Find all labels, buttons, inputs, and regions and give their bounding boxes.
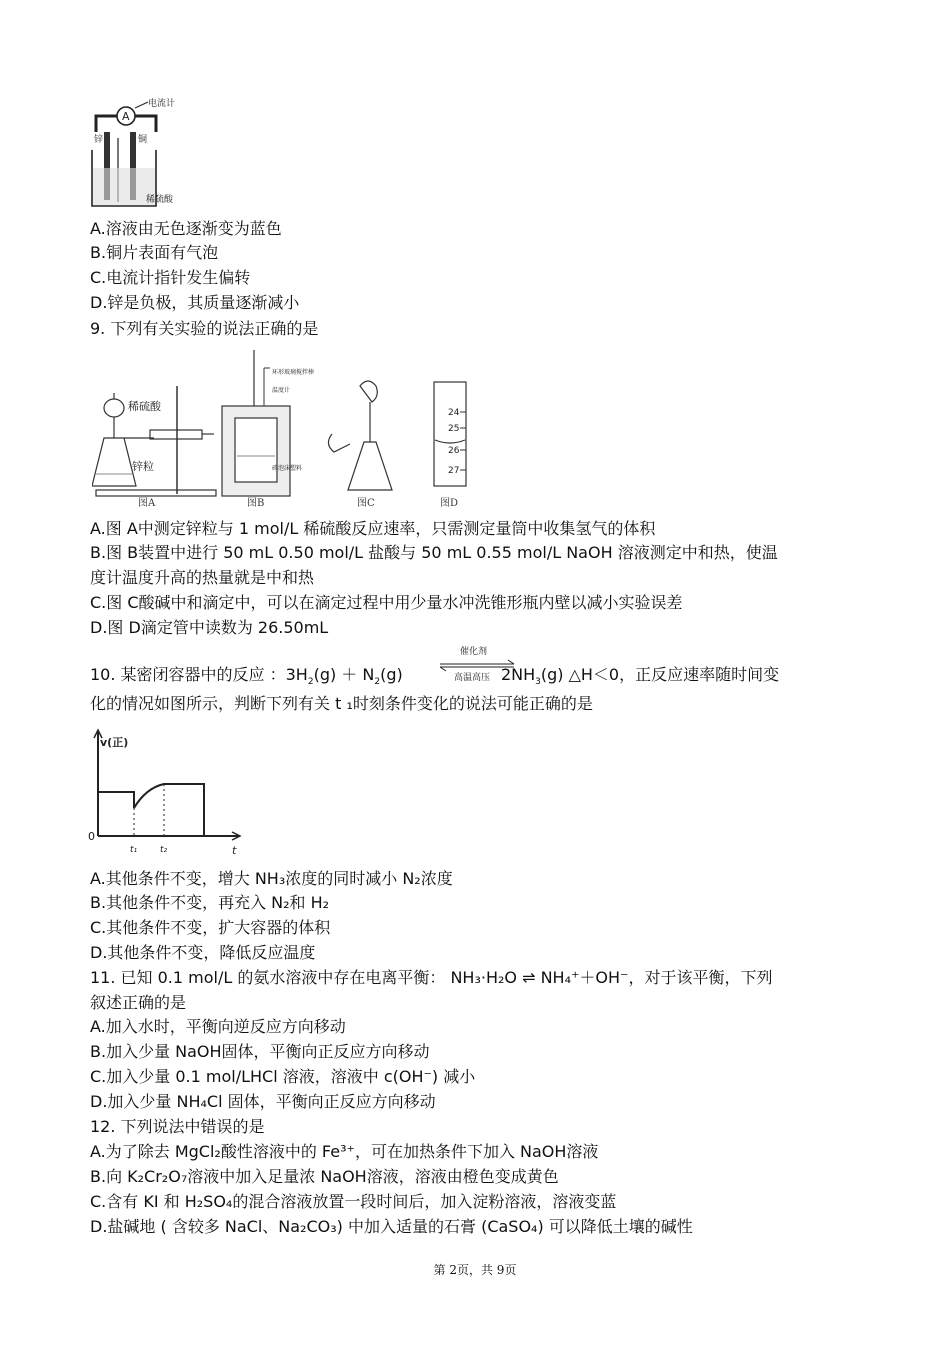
- q10-option-b: B.其他条件不变，再充入 N₂和 H₂: [90, 893, 330, 912]
- q12-stem: 12. 下列说法中错误的是: [90, 1117, 265, 1136]
- q11-stem-line1: 11. 已知 0.1 mol/L 的氨水溶液中存在电离平衡： NH₃·H₂O ⇌ NH₄⁺＋OH⁻，对于该平衡，下列: [90, 968, 773, 987]
- q9-option-b-line2: 度计温度升高的热量就是中和热: [90, 568, 315, 587]
- fig-d-tick-25: 25: [448, 424, 460, 434]
- q11-option-b: B.加入少量 NaOH固体，平衡向正反应方向移动: [90, 1042, 430, 1061]
- copper-label: 铜: [138, 135, 148, 145]
- q9-option-a: A.图 A中测定锌粒与 1 mol/L 稀硫酸反应速率，只需测定量筒中收集氢气的体积: [90, 519, 656, 538]
- figure-c: [328, 381, 392, 509]
- condition-label: 高温高压: [454, 673, 491, 683]
- fig-b-stirrer-label: 环形玻璃搅拌棒: [272, 369, 315, 376]
- fig-b-caption: 图B: [247, 498, 265, 509]
- q11-option-a: A.加入水时，平衡向逆反应方向移动: [90, 1017, 346, 1036]
- ammeter-label: 电流计: [148, 99, 176, 109]
- zinc-label: 锌: [94, 135, 104, 145]
- rate-curve-before: [98, 792, 134, 808]
- fig-a-caption: 图A: [138, 498, 156, 509]
- rate-curve-after: [134, 784, 204, 836]
- q12-option-a: A.为了除去 MgCl₂酸性溶液中的 Fe³⁺，可在加热条件下加入 NaOH溶液: [90, 1142, 599, 1161]
- fig-d-caption: 图D: [440, 498, 459, 509]
- q10-option-d: D.其他条件不变，降低反应温度: [90, 943, 316, 962]
- q12-option-b: B.向 K₂Cr₂O₇溶液中加入足量浓 NaOH溶液，溶液由橙色变成黄色: [90, 1167, 559, 1186]
- acid-label: 稀硫酸: [146, 195, 174, 205]
- q10-option-c: C.其他条件不变，扩大容器的体积: [90, 918, 331, 937]
- q10-stem-line2: 化的情况如图所示，判断下列有关 t ₁时刻条件变化的说法可能正确的是: [90, 694, 593, 713]
- graph-t1: t₁: [130, 845, 138, 855]
- catalyst-label: 催化剂: [460, 647, 488, 657]
- q10-option-a: A.其他条件不变，增大 NH₃浓度的同时减小 N₂浓度: [90, 869, 453, 888]
- fig-a-zinc-label: 锌粒: [132, 460, 154, 473]
- q9-stem: 9. 下列有关实验的说法正确的是: [90, 319, 319, 338]
- rate-time-graph: [86, 726, 246, 858]
- fig-b-foam-label: 碎泡沫塑料: [272, 465, 303, 472]
- q11-option-d: D.加入少量 NH₄Cl 固体，平衡向正反应方向移动: [90, 1092, 436, 1111]
- q8-option-a: A.溶液由无色逐渐变为蓝色: [90, 219, 282, 238]
- q9-option-b-line1: B.图 B装置中进行 50 mL 0.50 mol/L 盐酸与 50 mL 0.55 mol/L NaOH 溶液测定中和热，使温: [90, 543, 778, 562]
- fig-b-thermometer-label: 温度计: [272, 387, 291, 394]
- fig-d-tick-27: 27: [448, 466, 460, 476]
- q10-stem-line1: 10. 某密闭容器中的反应 ：$3H_2(g) + N_2(g)$ $2NH_3(g)$ △H＜0，正反应速率随时间变: [90, 665, 780, 688]
- fig-d-tick-24: 24: [448, 408, 460, 418]
- figure-b: [222, 350, 314, 509]
- reversible-arrow: [434, 644, 524, 684]
- ammeter-letter: A: [122, 110, 130, 123]
- q12-option-d: D.盐碱地 ( 含较多 NaCl、Na₂CO₃) 中加入适量的石膏 (CaSO₄) 可以降低土壤的碱性: [90, 1217, 693, 1236]
- q8-option-c: C.电流计指针发生偏转: [90, 268, 251, 287]
- graph-origin: 0: [88, 830, 95, 843]
- q12-option-c: C.含有 KI 和 H₂SO₄的混合溶液放置一段时间后，加入淀粉溶液，溶液变蓝: [90, 1192, 617, 1211]
- q8-option-d: D.锌是负极，其质量逐渐减小: [90, 293, 300, 312]
- graph-ylabel: v(正): [100, 736, 129, 749]
- q9-option-c: C.图 C酸碱中和滴定中，可以在滴定过程中用少量水冲洗锥形瓶内壁以减小实验误差: [90, 593, 683, 612]
- fig-c-caption: 图C: [357, 498, 375, 509]
- q11-option-c: C.加入少量 0.1 mol/LHCl 溶液，溶液中 c(OH⁻) 减小: [90, 1067, 476, 1086]
- figure-a: [92, 386, 216, 509]
- q9-option-d: D.图 D滴定管中读数为 26.50mL: [90, 618, 329, 637]
- fig-a-acid-label: 稀硫酸: [128, 400, 161, 413]
- q11-stem-line2: 叙述正确的是: [90, 993, 187, 1012]
- page-footer: 第 2页，共 9页: [433, 1263, 517, 1277]
- galvanic-cell-figure: [90, 98, 200, 210]
- graph-xlabel: t: [232, 844, 237, 857]
- graph-t2: t₂: [160, 845, 168, 855]
- experiment-figures: [92, 346, 482, 512]
- figure-d: [434, 382, 466, 509]
- q8-option-b: B.铜片表面有气泡: [90, 243, 219, 262]
- fig-d-tick-26: 26: [448, 446, 460, 456]
